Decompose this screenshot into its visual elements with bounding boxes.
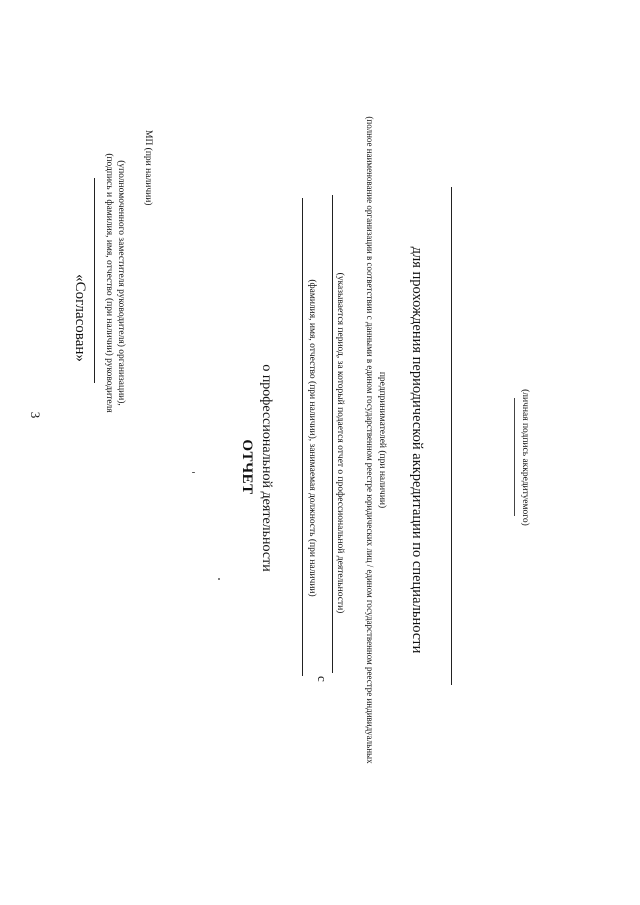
- approval-signature-caption-1: (подпись и фамилия, имя, отчество (при наличии) руководителя: [104, 153, 114, 413]
- purpose-text: для прохождения периодической аккредитации по специальности: [409, 246, 425, 654]
- page-number: 3: [28, 411, 43, 419]
- name-line: [302, 198, 303, 676]
- report-subtitle: о профессиональной деятельности: [259, 364, 274, 572]
- specialty-line: [451, 187, 452, 685]
- period-caption: (указывается период, за который подается отчет о профессиональной деятельности): [335, 272, 345, 614]
- period-prefix: с: [315, 676, 330, 682]
- approval-heading: «Согласован»: [72, 274, 88, 362]
- stamp-note: МП (при наличии): [143, 130, 153, 206]
- personal-signature-line: [514, 398, 515, 516]
- report-title: ОТЧЕТ: [239, 439, 255, 495]
- name-caption: (фамилия, имя, отчество (при наличии), занимаемая должность (при наличии): [307, 279, 317, 597]
- scan-speck: [218, 578, 220, 580]
- org-caption-line-2: предпринимателей (при наличии): [377, 371, 387, 509]
- personal-signature-caption: (личная подпись аккредитуемого): [520, 389, 530, 526]
- scan-speck: [192, 472, 195, 473]
- org-caption-line-1: (полное наименование организации в соответствии с данными в едином государственном реестре юридических лиц / едином государственном реестре индивидуальных: [365, 116, 375, 764]
- period-line: [332, 195, 333, 673]
- approval-signature-line: [94, 178, 95, 383]
- approval-signature-caption-2: (уполномоченного заместителя руководителя) организации),: [116, 160, 126, 406]
